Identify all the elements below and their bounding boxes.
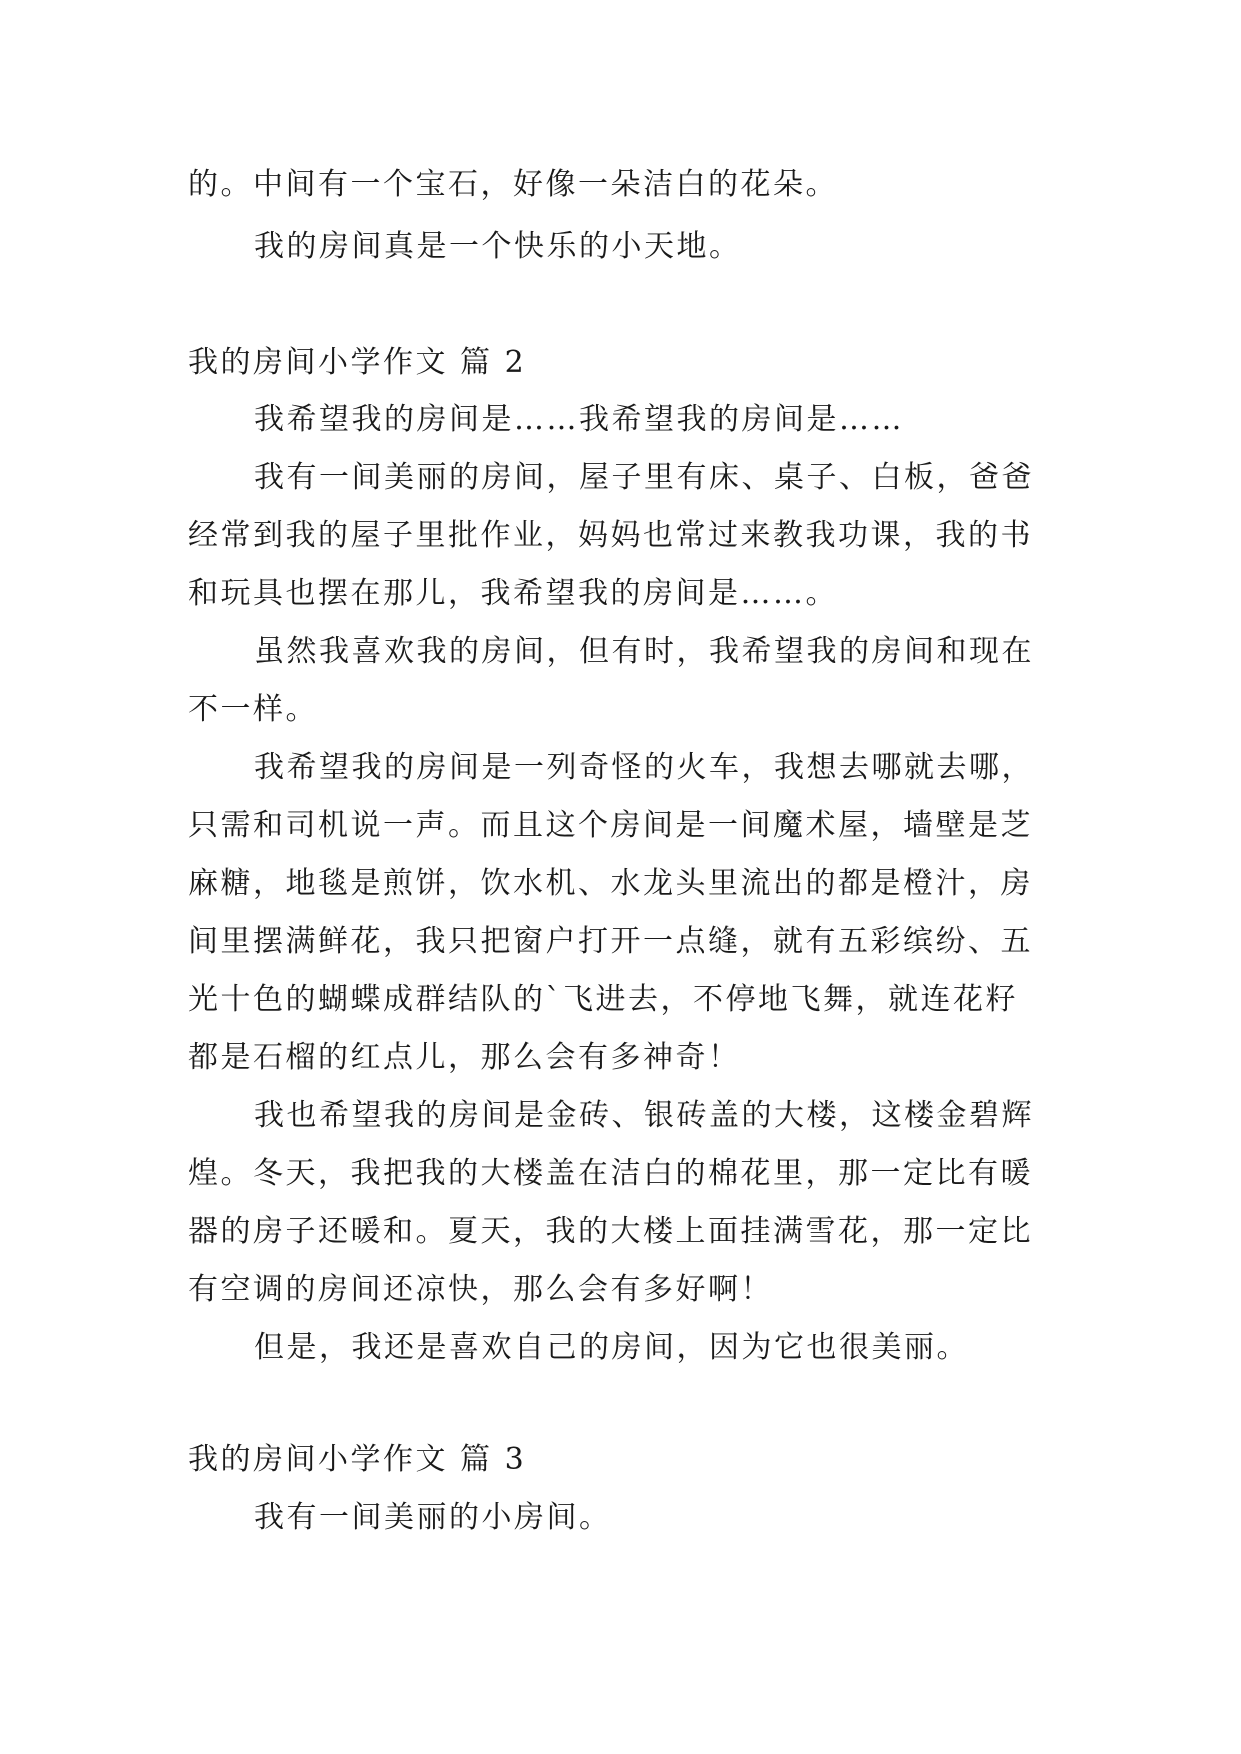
paragraph-line: 经常到我的屋子里批作业，妈妈也常过来教我功课，我的书 bbox=[188, 518, 1033, 553]
paragraph-line: 我有一间美丽的房间，屋子里有床、桌子、白板，爸爸 bbox=[254, 460, 1034, 495]
paragraph-line: 间里摆满鲜花，我只把窗户打开一点缝，就有五彩缤纷、五 bbox=[188, 924, 1033, 959]
paragraph-line: 光十色的蝴蝶成群结队的`飞进去，不停地飞舞，就连花籽 bbox=[188, 982, 1018, 1017]
paragraph-line: 我希望我的房间是一列奇怪的火车，我想去哪就去哪， bbox=[254, 750, 1034, 785]
paragraph-line: 但是，我还是喜欢自己的房间，因为它也很美丽。 bbox=[254, 1330, 969, 1365]
section-heading: 我的房间小学作文 篇 3 bbox=[188, 1442, 527, 1477]
paragraph-line: 和玩具也摆在那儿，我希望我的房间是……。 bbox=[188, 576, 838, 611]
paragraph-line: 器的房子还暖和。夏天，我的大楼上面挂满雪花，那一定比 bbox=[188, 1214, 1033, 1249]
section-heading: 我的房间小学作文 篇 2 bbox=[188, 345, 527, 380]
paragraph-line: 麻糖，地毯是煎饼，饮水机、水龙头里流出的都是橙汁，房 bbox=[188, 866, 1033, 901]
paragraph-line: 只需和司机说一声。而且这个房间是一间魔术屋，墙壁是芝 bbox=[188, 808, 1033, 843]
paragraph-line: 有空调的房间还凉快，那么会有多好啊！ bbox=[188, 1272, 773, 1307]
paragraph-line: 煌。冬天，我把我的大楼盖在洁白的棉花里，那一定比有暖 bbox=[188, 1156, 1033, 1191]
paragraph-line: 的。中间有一个宝石，好像一朵洁白的花朵。 bbox=[188, 167, 838, 202]
paragraph-line: 我有一间美丽的小房间。 bbox=[254, 1500, 612, 1535]
paragraph-line: 我也希望我的房间是金砖、银砖盖的大楼，这楼金碧辉 bbox=[254, 1098, 1034, 1133]
paragraph-line: 不一样。 bbox=[188, 692, 318, 727]
paragraph-line: 都是石榴的红点儿，那么会有多神奇！ bbox=[188, 1040, 741, 1075]
paragraph-line: 我希望我的房间是……我希望我的房间是…… bbox=[254, 402, 904, 437]
paragraph-line: 我的房间真是一个快乐的小天地。 bbox=[254, 229, 742, 264]
paragraph-line: 虽然我喜欢我的房间，但有时，我希望我的房间和现在 bbox=[254, 634, 1034, 669]
